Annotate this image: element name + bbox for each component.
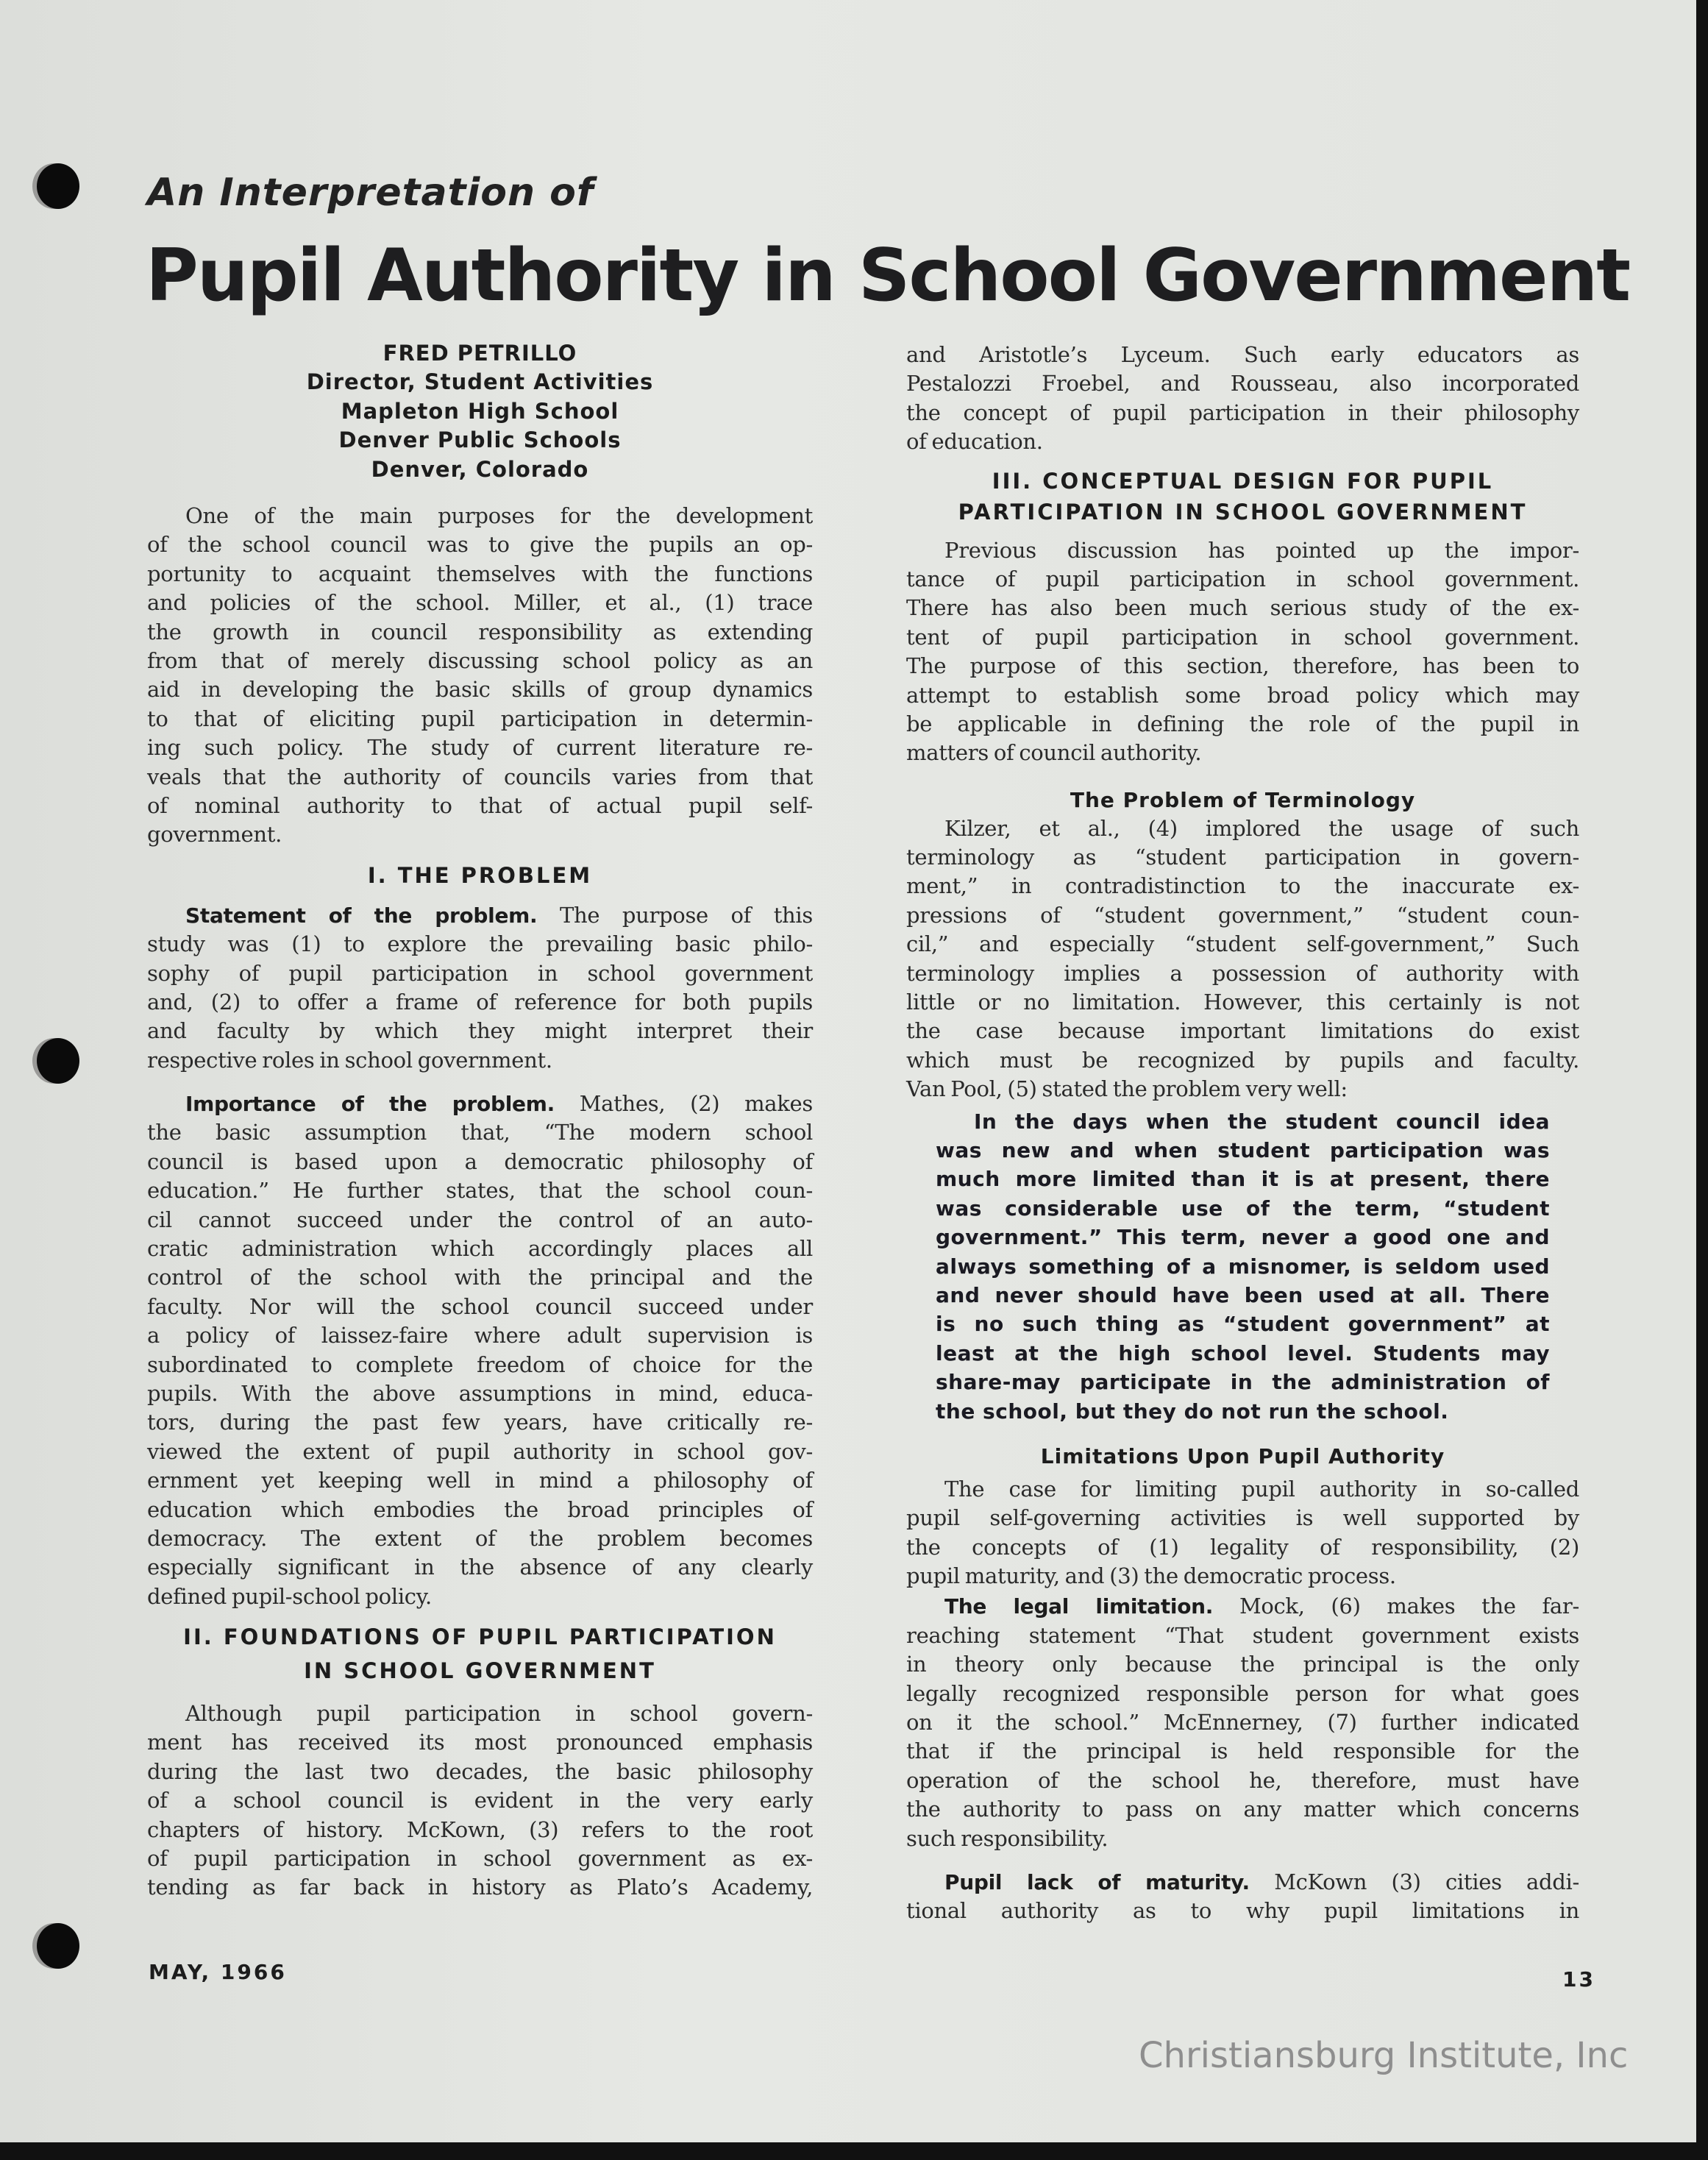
paragraph	[147, 901, 813, 1075]
text-line: the concepts of (1) legality of responsibility, (2)	[906, 1534, 1579, 1560]
text-line: faculty. Nor will the school council succeed under	[147, 1293, 813, 1319]
text-line: education.” He further states, that the school coun-	[147, 1178, 813, 1204]
text-line: The case for limiting pupil authority in so-called	[944, 1476, 1579, 1502]
block-quote	[906, 1107, 1579, 1426]
text-line: the authority to pass on any matter which concerns	[906, 1797, 1579, 1822]
text-line: Although pupil participation in school govern-	[185, 1701, 813, 1727]
binder-hole	[37, 1038, 79, 1084]
text-line: pupil maturity, and (3) the democratic process.	[906, 1563, 1396, 1589]
text-line: tors, during the past few years, have critically re-	[147, 1410, 813, 1435]
text-line: to that of eliciting pupil participation in determin-	[147, 706, 813, 731]
paragraph	[147, 1090, 813, 1611]
section-heading	[906, 466, 1579, 527]
text-line: education which embodies the broad principles of	[147, 1496, 813, 1522]
text-line: One of the main purposes for the development	[185, 503, 813, 529]
text-line: Previous discussion has pointed up the impor-	[944, 537, 1579, 563]
text-line: tance of pupil participation in school government.	[906, 566, 1579, 591]
text-line: of the school council was to give the pupils an op-	[147, 532, 813, 558]
text-line: the school, but they do not run the school.	[936, 1399, 1449, 1424]
right-column	[906, 341, 1579, 1926]
text-line: ernment yet keeping well in mind a philosophy of	[147, 1468, 813, 1493]
text-line: control of the school with the principal and the	[147, 1265, 813, 1290]
run-in-heading: The legal limitation.	[944, 1594, 1214, 1619]
heading-line: IN SCHOOL GOVERNMENT	[304, 1658, 656, 1684]
text-line: much more limited than it is at present, there	[936, 1167, 1550, 1192]
text-line: which must be recognized by pupils and faculty.	[906, 1047, 1579, 1073]
text-line: pupil self-governing activities is well supported by	[906, 1505, 1579, 1531]
text-line: and Aristotle’s Lyceum. Such early educators as	[906, 342, 1579, 367]
text-line: share-may participate in the administration of	[936, 1370, 1550, 1395]
text-line: chapters of history. McKown, (3) refers to the root	[147, 1816, 813, 1842]
byline	[147, 339, 813, 484]
text-line: There has also been much serious study of the ex-	[906, 595, 1579, 621]
text-line: terminology as “student participation in govern-	[906, 845, 1579, 870]
text-line: such responsibility.	[906, 1825, 1109, 1851]
text-line: attempt to establish some broad policy which may	[906, 682, 1579, 708]
byline-line: Mapleton High School	[341, 398, 619, 424]
text-line: least at the high school level. Students may	[936, 1340, 1550, 1365]
subheading: Limitations Upon Pupil Authority	[1040, 1443, 1445, 1468]
text-line: a policy of laissez-faire where adult supervision is	[147, 1323, 813, 1349]
text-line: ment has received its most pronounced emphasis	[147, 1730, 813, 1755]
text-line: and never should have been used at all. There	[936, 1282, 1550, 1307]
left-column	[147, 339, 813, 1903]
paragraph	[906, 536, 1579, 768]
text-line: veals that the authority of councils varies from that	[147, 764, 813, 789]
text-run: McKown (3) cities addi-	[1249, 1869, 1579, 1894]
heading-line: III. CONCEPTUAL DESIGN FOR PUPIL	[992, 468, 1494, 494]
paragraph	[906, 1592, 1579, 1853]
heading-line: PARTICIPATION IN SCHOOL GOVERNMENT	[958, 499, 1528, 525]
text-line: tending as far back in history as Plato’s Academy,	[147, 1875, 813, 1900]
text-line: of nominal authority to that of actual pupil self-	[147, 792, 813, 818]
text-run: Mathes, (2) makes	[554, 1091, 813, 1117]
paragraph	[906, 1868, 1579, 1926]
text-line: terminology implies a possession of authority with	[906, 960, 1579, 986]
text-line: pupils. With the above assumptions in mind, educa-	[147, 1380, 813, 1406]
text-line: The purpose of this section, therefore, has been to	[906, 653, 1579, 679]
text-line: that if the principal is held responsible for the	[906, 1738, 1579, 1764]
binder-hole	[37, 1923, 79, 1969]
title-kicker: An Interpretation of	[147, 171, 594, 215]
text-line: of a school council is evident in the very early	[147, 1788, 813, 1813]
text-line: was considerable use of the term, “student	[936, 1196, 1550, 1221]
text-line: Pestalozzi Froebel, and Rousseau, also incorporated	[906, 371, 1579, 397]
paragraph	[906, 341, 1579, 457]
text-line: during the last two decades, the basic philosophy	[147, 1758, 813, 1784]
text-line: reaching statement “That student government exists	[906, 1622, 1579, 1648]
text-line: ment,” in contradistinction to the inaccurate ex-	[906, 873, 1579, 899]
text-line: and faculty by which they might interpret their	[147, 1018, 813, 1044]
text-line: be applicable in defining the role of the pupil in	[906, 711, 1579, 736]
byline-line: Denver Public Schools	[338, 427, 622, 453]
binder-hole	[37, 163, 79, 209]
text-line: the basic assumption that, “The modern school	[147, 1120, 813, 1145]
text-line: on it the school.” McEnnerney, (7) further indicated	[906, 1710, 1579, 1736]
text-line: democracy. The extent of the problem becomes	[147, 1525, 813, 1551]
text-line: tent of pupil participation in school government.	[906, 624, 1579, 650]
text-run: The purpose of this	[537, 902, 813, 928]
text-line: and, (2) to offer a frame of reference for both pupils	[147, 989, 813, 1015]
text-line: tional authority as to why pupil limitations in	[906, 1898, 1579, 1924]
run-in-heading: Pupil lack of maturity.	[944, 1869, 1250, 1894]
heading-line: II. FOUNDATIONS OF PUPIL PARTICIPATION	[183, 1624, 777, 1650]
page-number: 13	[1562, 1967, 1595, 1992]
run-in-heading: Importance of the problem.	[185, 1092, 555, 1117]
text-line: of pupil participation in school government as ex-	[147, 1846, 813, 1872]
text-line: was new and when student participation was	[936, 1137, 1550, 1162]
text-line: matters of council authority.	[906, 740, 1202, 766]
paragraph	[906, 1475, 1579, 1591]
text-line: Kilzer, et al., (4) implored the usage of such	[944, 815, 1579, 841]
section-heading: I. THE PROBLEM	[367, 862, 593, 888]
run-in-heading: Statement of the problem.	[185, 903, 538, 928]
text-line: ing such policy. The study of current literature re-	[147, 735, 813, 761]
text-line: cratic administration which accordingly places all	[147, 1236, 813, 1262]
subheading: The Problem of Terminology	[1070, 787, 1416, 812]
text-line: respective roles in school government.	[147, 1047, 552, 1073]
text-line: defined pupil-school policy.	[147, 1583, 432, 1609]
text-line: always something of a misnomer, is seldom used	[936, 1254, 1550, 1279]
text-line: aid in developing the basic skills of group dynamics	[147, 677, 813, 703]
text-line: especially significant in the absence of any clearly	[147, 1555, 813, 1580]
text-line: pressions of “student government,” “student coun-	[906, 902, 1579, 928]
text-line: study was (1) to explore the prevailing basic philo-	[147, 931, 813, 957]
text-line: portunity to acquaint themselves with the functions	[147, 561, 813, 586]
text-line: subordinated to complete freedom of choice for the	[147, 1351, 813, 1377]
text-line: government.	[147, 822, 282, 848]
byline-line: Denver, Colorado	[371, 456, 589, 482]
text-line: is no such thing as “student government” at	[936, 1312, 1550, 1337]
text-line: the case because important limitations do exist	[906, 1018, 1579, 1044]
byline-line: FRED PETRILLO	[382, 341, 577, 366]
paragraph	[147, 502, 813, 850]
text-line: cil cannot succeed under the control of an auto-	[147, 1207, 813, 1232]
issue-date: MAY, 1966	[149, 1960, 287, 1984]
paragraph	[147, 1699, 813, 1903]
text-line: In the days when the student council idea	[974, 1109, 1550, 1134]
text-line: council is based upon a democratic philosophy of	[147, 1148, 813, 1174]
text-run: Mock, (6) makes the far-	[1213, 1594, 1579, 1619]
text-line: cil,” and especially “student self-government,” Such	[906, 931, 1579, 957]
byline-line: Director, Student Activities	[306, 369, 654, 395]
text-line: in theory only because the principal is the only	[906, 1652, 1579, 1677]
text-line: operation of the school he, therefore, must have	[906, 1767, 1579, 1793]
text-line: legally recognized responsible person for what goes	[906, 1680, 1579, 1706]
text-line	[147, 901, 813, 930]
watermark: Christiansburg Institute, Inc	[1139, 2035, 1629, 2076]
text-line	[906, 1592, 1579, 1621]
text-line: the growth in council responsibility as extending	[147, 619, 813, 644]
text-line: of education.	[906, 429, 1043, 455]
text-line: sophy of pupil participation in school government	[147, 960, 813, 986]
text-line: the concept of pupil participation in their philosophy	[906, 399, 1579, 425]
article-title: Pupil Authority in School Government	[146, 234, 1630, 318]
paragraph	[906, 814, 1579, 1104]
section-heading	[147, 1620, 813, 1688]
text-line	[906, 1868, 1579, 1897]
text-line: little or no limitation. However, this certainly is not	[906, 990, 1579, 1015]
text-line: Van Pool, (5) stated the problem very well:	[906, 1076, 1348, 1102]
text-line: and policies of the school. Miller, et al., (1) trace	[147, 590, 813, 616]
text-line: viewed the extent of pupil authority in school gov-	[147, 1438, 813, 1464]
text-line	[147, 1090, 813, 1118]
text-line: government.” This term, never a good one and	[936, 1225, 1550, 1250]
text-line: from that of merely discussing school policy as an	[147, 647, 813, 673]
